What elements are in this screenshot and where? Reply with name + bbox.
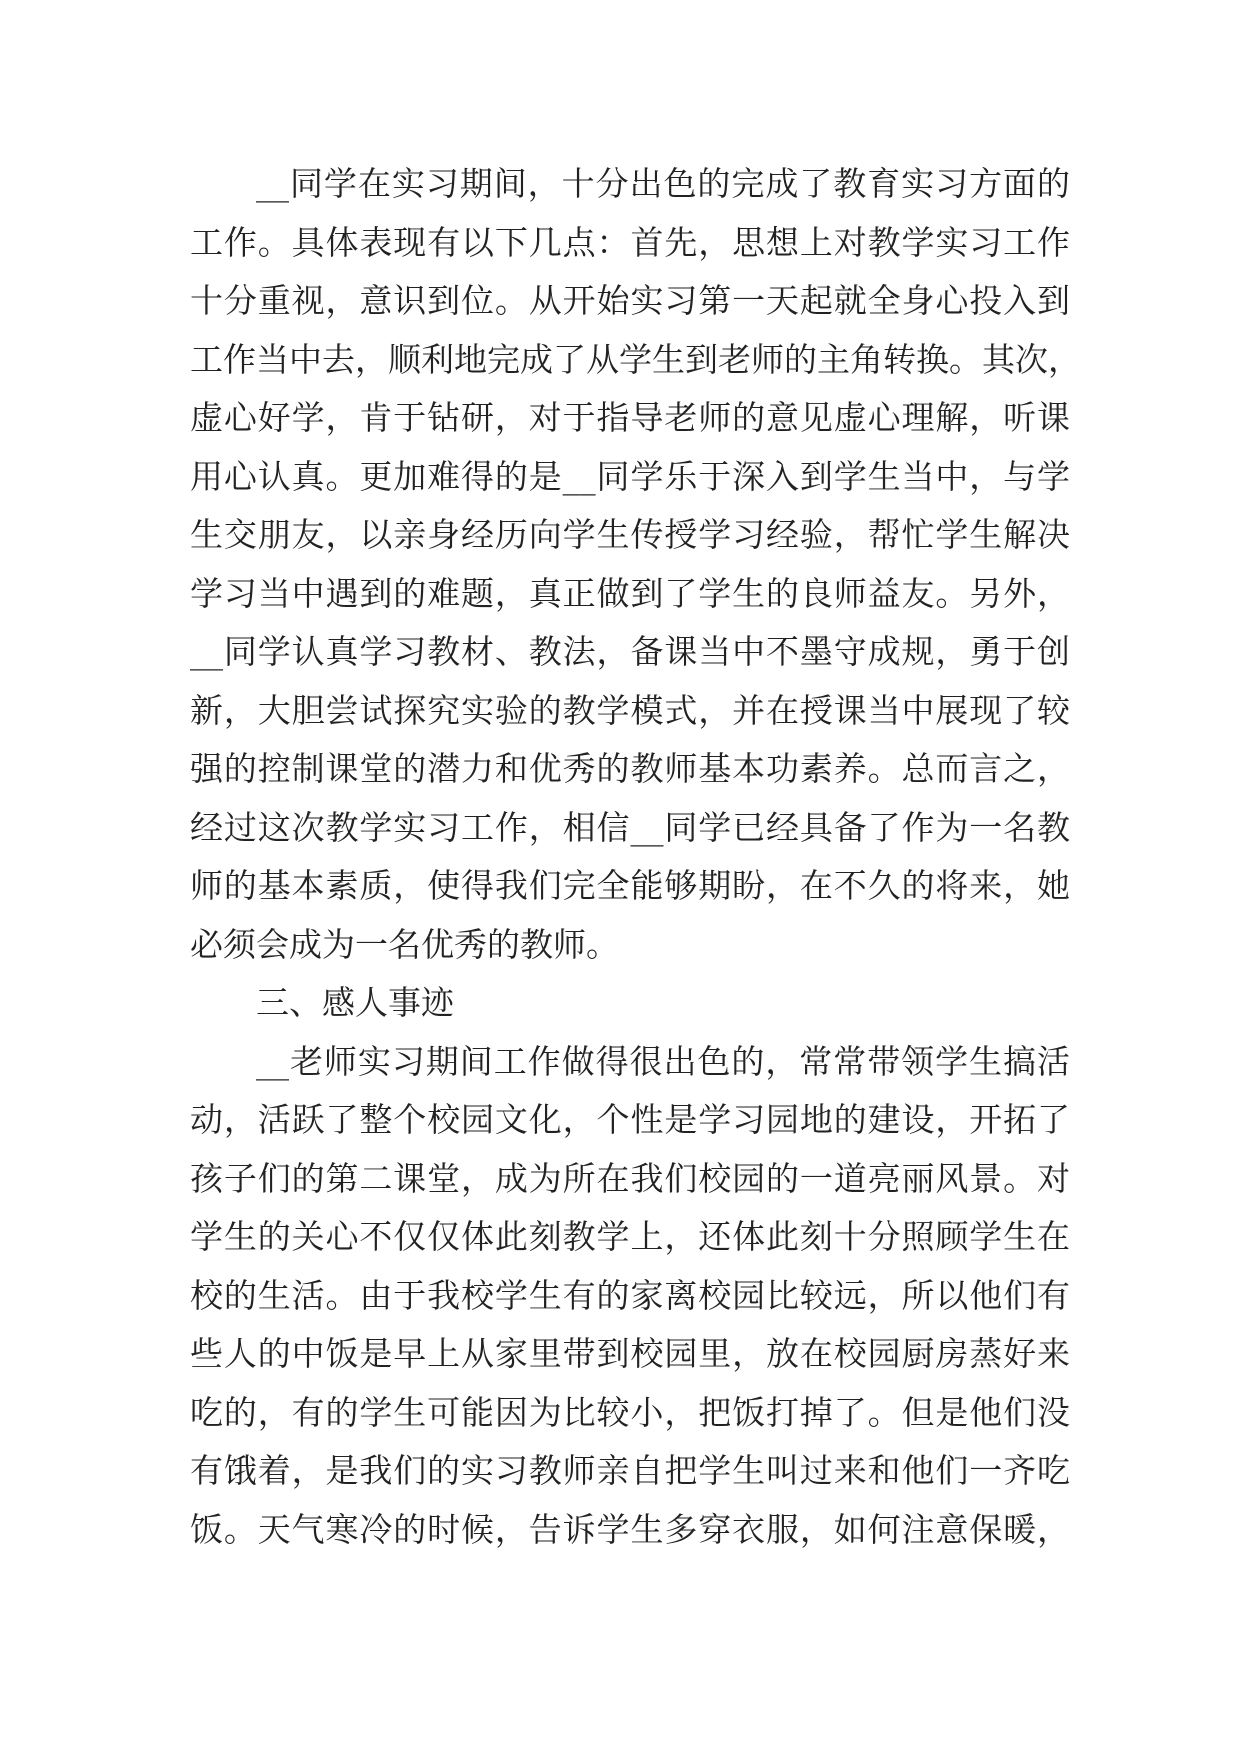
text-line: 虚心好学，肯于钻研，对于指导老师的意见虚心理解，听课 [190, 398, 1070, 437]
text-line: 学生的关心不仅仅体此刻教学上，还体此刻十分照顾学生在 [190, 1217, 1070, 1256]
text-line: 经过这次教学实习工作，相信__同学已经具备了作为一名教 [190, 807, 1070, 847]
section-heading: 三、感人事迹 [256, 983, 454, 1022]
text-line: 些人的中饭是早上从家里带到校园里，放在校园厨房蒸好来 [190, 1334, 1070, 1373]
text-line: 必须会成为一名优秀的教师。 [190, 924, 619, 964]
text-line: 校的生活。由于我校学生有的家离校园比较远，所以他们有 [190, 1275, 1070, 1315]
text-line: 吃的，有的学生可能因为比较小，把饭打掉了。但是他们没 [190, 1392, 1070, 1432]
text-line: 强的控制课堂的潜力和优秀的教师基本功素养。总而言之， [190, 749, 1070, 788]
text-line: __老师实习期间工作做得很出色的，常常带领学生搞活 [256, 1041, 1070, 1081]
text-line: 生交朋友，以亲身经历向学生传授学习经验，帮忙学生解决 [190, 515, 1070, 554]
text-line: 学习当中遇到的难题，真正做到了学生的良师益友。另外， [190, 573, 1070, 613]
text-line: 师的基本素质，使得我们完全能够期盼，在不久的将来，她 [190, 866, 1070, 905]
text-line: 孩子们的第二课堂，成为所在我们校园的一道亮丽风景。对 [190, 1158, 1070, 1198]
text-line: 动，活跃了整个校园文化，个性是学习园地的建设，开拓了 [190, 1100, 1070, 1139]
text-line: 工作。具体表现有以下几点：首先，思想上对教学实习工作 [190, 222, 1070, 262]
text-line: 新，大胆尝试探究实验的教学模式，并在授课当中展现了较 [190, 690, 1070, 730]
text-line: 有饿着，是我们的实习教师亲自把学生叫过来和他们一齐吃 [190, 1451, 1070, 1490]
text-line: 饭。天气寒冷的时候，告诉学生多穿衣服，如何注意保暖， [190, 1509, 1070, 1549]
text-line: __同学认真学习教材、教法，备课当中不墨守成规，勇于创 [190, 632, 1070, 671]
text-line: __同学在实习期间，十分出色的完成了教育实习方面的 [256, 164, 1070, 203]
text-line: 十分重视，意识到位。从开始实习第一天起就全身心投入到 [190, 281, 1070, 320]
text-line: 工作当中去，顺利地完成了从学生到老师的主角转换。其次， [190, 339, 1081, 379]
body-text [190, 155, 1081, 1559]
text-line: 用心认真。更加难得的是__同学乐于深入到学生当中，与学 [190, 456, 1070, 496]
